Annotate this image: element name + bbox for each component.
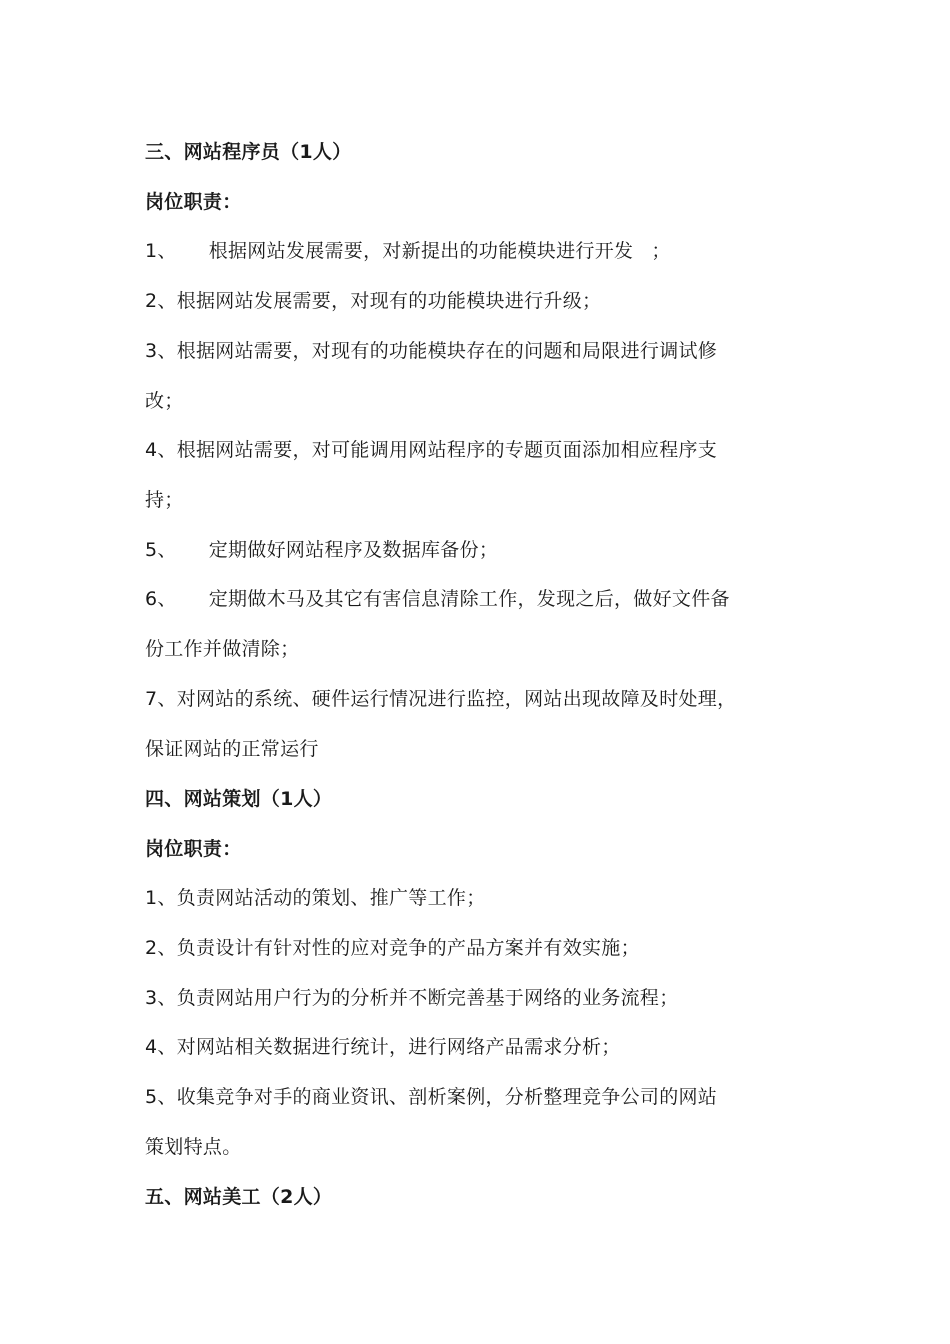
item-number: 4、 <box>145 439 177 461</box>
item-continuation: 份工作并做清除； <box>145 638 300 660</box>
list-item <box>145 537 498 563</box>
list-item <box>145 935 640 961</box>
section-heading: 四、网站策划（1人） <box>145 788 333 810</box>
list-item <box>145 1034 621 1060</box>
item-text: 负责网站活动的策划、推广等工作； <box>176 887 486 909</box>
item-number: 2、 <box>145 290 177 312</box>
item-text: 收集竞争对手的商业资讯、剖析案例，分析整理竞争公司的网站 <box>176 1086 718 1108</box>
item-continuation: 改； <box>145 390 184 412</box>
item-text: 对网站的系统、硬件运行情况进行监控，网站出现故障及时处理， <box>176 688 737 710</box>
list-item <box>145 1084 717 1110</box>
item-number: 1、 <box>145 887 177 909</box>
item-number: 3、 <box>145 340 177 362</box>
item-text: 对网站相关数据进行统计，进行网络产品需求分析； <box>176 1036 621 1058</box>
list-item <box>145 338 717 364</box>
item-text: 根据网站需要，对可能调用网站程序的专题页面添加相应程序支 <box>176 439 718 461</box>
duty-label: 岗位职责： <box>145 838 242 860</box>
list-item <box>145 686 736 712</box>
list-item <box>145 586 730 612</box>
duty-label: 岗位职责： <box>145 191 242 213</box>
item-number: 5、 <box>145 539 177 561</box>
item-continuation: 持； <box>145 489 184 511</box>
item-text: 根据网站发展需要，对现有的功能模块进行升级； <box>176 290 602 312</box>
item-text: 定期做木马及其它有害信息清除工作，发现之后，做好文件备 <box>208 588 730 610</box>
item-number: 3、 <box>145 987 177 1009</box>
section-heading: 三、网站程序员（1人） <box>145 141 352 163</box>
item-continuation: 策划特点。 <box>145 1136 242 1158</box>
item-text: 负责设计有针对性的应对竞争的产品方案并有效实施； <box>176 937 640 959</box>
item-text: 负责网站用户行为的分析并不断完善基于网络的业务流程； <box>176 987 679 1009</box>
item-number: 7、 <box>145 688 177 710</box>
item-tail: ； <box>651 240 671 262</box>
item-continuation: 保证网站的正常运行 <box>145 738 319 760</box>
item-number: 6、 <box>145 588 177 610</box>
section-heading: 五、网站美工（2人） <box>145 1186 333 1208</box>
list-item <box>145 238 671 264</box>
list-item <box>145 288 601 314</box>
item-text: 根据网站需要，对现有的功能模块存在的问题和局限进行调试修 <box>176 340 718 362</box>
item-number: 4、 <box>145 1036 177 1058</box>
item-number: 5、 <box>145 1086 177 1108</box>
item-number: 1、 <box>145 240 177 262</box>
list-item <box>145 437 717 463</box>
list-item <box>145 985 679 1011</box>
item-text: 根据网站发展需要，对新提出的功能模块进行开发 <box>208 240 634 262</box>
item-text: 定期做好网站程序及数据库备份； <box>208 539 499 561</box>
item-number: 2、 <box>145 937 177 959</box>
list-item <box>145 885 486 911</box>
